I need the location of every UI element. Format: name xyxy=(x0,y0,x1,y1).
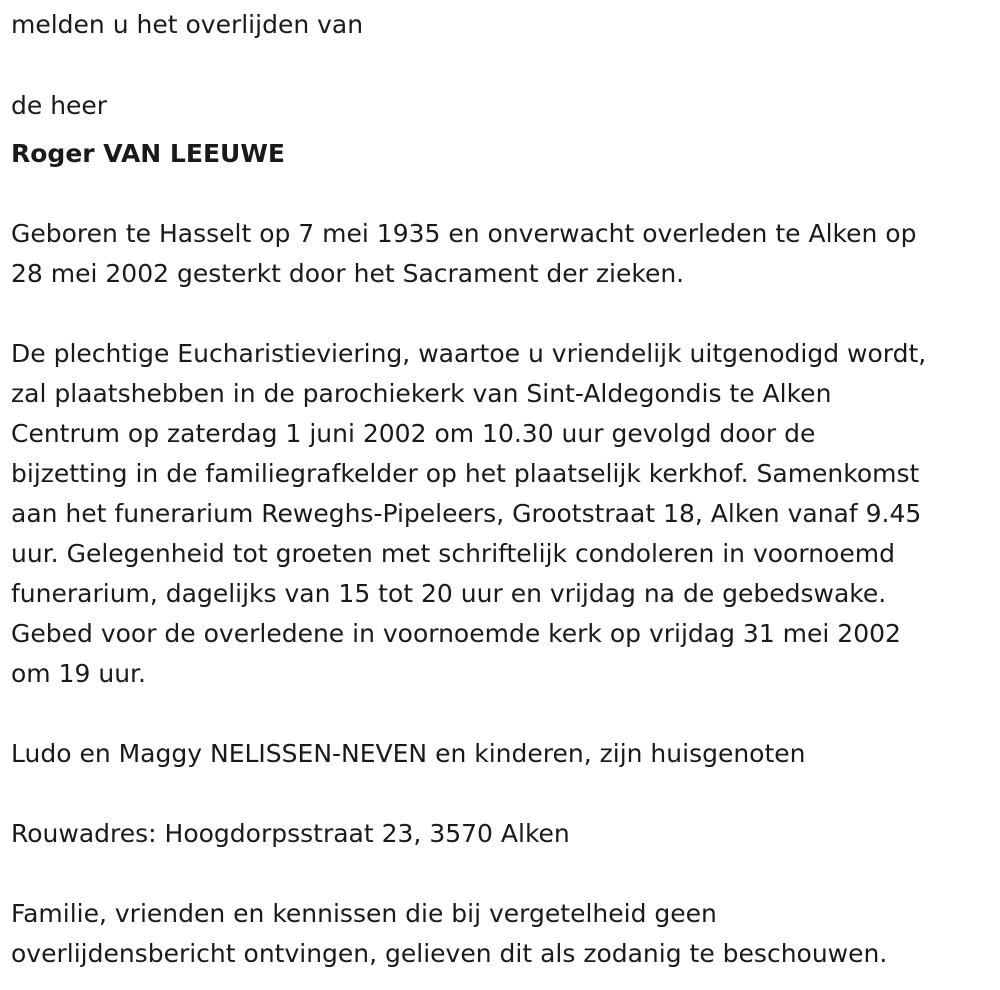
closing-line-1: Familie, vrienden en kennissen die bij vergetelheid geen xyxy=(11,899,717,928)
ceremony-line-4: bijzetting in de familiegrafkelder op het plaatselijk kerkhof. Samenkomst xyxy=(11,459,920,488)
ceremony-line-7: funerarium, dagelijks van 15 tot 20 uur en vrijdag na de gebedswake. xyxy=(11,579,887,608)
ceremony-line-1: De plechtige Eucharistieviering, waartoe u vriendelijk uitgenodigd wordt, xyxy=(11,339,927,368)
intro-text: melden u het overlijden van xyxy=(11,10,364,39)
ceremony-line-8: Gebed voor de overledene in voornoemde kerk op vrijdag 31 mei 2002 xyxy=(11,619,901,648)
deceased-name: Roger VAN LEEUWE xyxy=(11,139,285,168)
ceremony-line-6: uur. Gelegenheid tot groeten met schriftelijk condoleren in voornoemd xyxy=(11,539,895,568)
ceremony-line-5: aan het funerarium Reweghs-Pipeleers, Grootstraat 18, Alken vanaf 9.45 xyxy=(11,499,922,528)
closing-line-2: overlijdensbericht ontvingen, gelieven dit als zodanig te beschouwen. xyxy=(11,939,888,968)
family-line: Ludo en Maggy NELISSEN-NEVEN en kinderen, zijn huisgenoten xyxy=(11,739,806,768)
birth-death-line-1: Geboren te Hasselt op 7 mei 1935 en onverwacht overleden te Alken op xyxy=(11,219,917,248)
mourning-address: Rouwadres: Hoogdorpsstraat 23, 3570 Alken xyxy=(11,819,570,848)
ceremony-line-9: om 19 uur. xyxy=(11,659,146,688)
ceremony-line-3: Centrum op zaterdag 1 juni 2002 om 10.30 uur gevolgd door de xyxy=(11,419,816,448)
ceremony-line-2: zal plaatshebben in de parochiekerk van Sint-Aldegondis te Alken xyxy=(11,379,832,408)
birth-death-line-2: 28 mei 2002 gesterkt door het Sacrament der zieken. xyxy=(11,259,685,288)
salutation: de heer xyxy=(11,91,108,120)
